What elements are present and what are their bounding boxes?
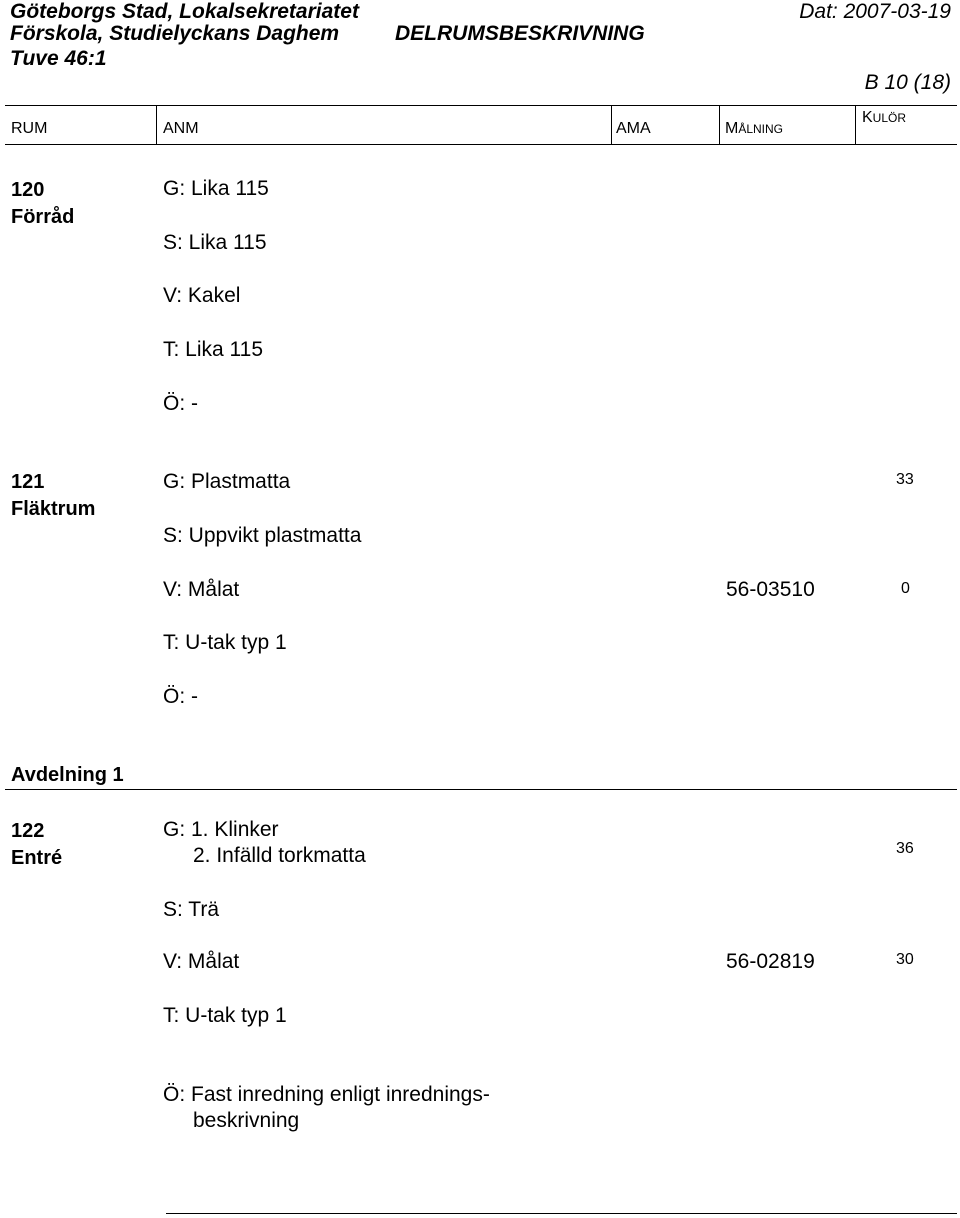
room-number: 121 [11,471,45,493]
column-header-anm: ANM [163,120,199,137]
header-bottom-rule [5,144,957,145]
skirting-spec: S: Lika 115 [163,231,267,254]
floor-spec: G: Plastmatta [163,470,291,493]
color-value: 33 [896,471,914,488]
other-spec-cont: beskrivning [193,1109,300,1132]
floor-spec: G: Lika 115 [163,177,269,200]
room-number: 120 [11,179,45,201]
ceiling-spec: T: Lika 115 [163,338,264,361]
column-header-malning: MÅLNING [725,120,784,137]
document-type: DELRUMSBESKRIVNING [395,22,645,45]
other-spec: Ö: - [163,685,198,708]
property-designation: Tuve 46:1 [10,47,107,70]
section-heading: Avdelning 1 [11,764,124,786]
ceiling-spec: T: U-tak typ 1 [163,1004,287,1027]
color-value: 30 [896,951,914,968]
column-divider [611,105,612,145]
footer-rule [166,1213,957,1214]
column-header-ama: AMA [616,120,651,137]
header-top-rule [5,105,957,106]
wall-spec: V: Målat [163,578,240,601]
document-date: Dat: 2007-03-19 [799,0,951,23]
skirting-spec: S: Trä [163,898,220,921]
page-number: B 10 (18) [864,71,951,94]
project-name: Förskola, Studielyckans Daghem [10,22,340,45]
paint-code: 56-03510 [726,578,815,601]
column-divider [156,105,157,145]
ceiling-spec: T: U-tak typ 1 [163,631,287,654]
other-spec: Ö: Fast inredning enligt inrednings- [163,1083,490,1106]
column-header-kulor: KULÖR [862,109,907,126]
color-value: 36 [896,840,914,857]
floor-spec-item: 2. Infälld torkmatta [193,844,366,867]
room-number: 122 [11,820,45,842]
section-rule [5,789,957,790]
column-divider [719,105,720,145]
floor-spec: G: 1. Klinker [163,818,279,841]
skirting-spec: S: Uppvikt plastmatta [163,524,362,547]
other-spec: Ö: - [163,392,198,415]
wall-spec: V: Kakel [163,284,241,307]
column-divider [855,105,856,145]
org-name: Göteborgs Stad, Lokalsekretariatet [10,0,359,23]
room-name: Förråd [11,206,75,228]
room-name: Fläktrum [11,498,96,520]
paint-code: 56-02819 [726,950,815,973]
wall-spec: V: Målat [163,950,240,973]
room-name: Entré [11,847,63,869]
color-value: 0 [901,580,910,597]
column-header-rum: RUM [11,120,48,137]
